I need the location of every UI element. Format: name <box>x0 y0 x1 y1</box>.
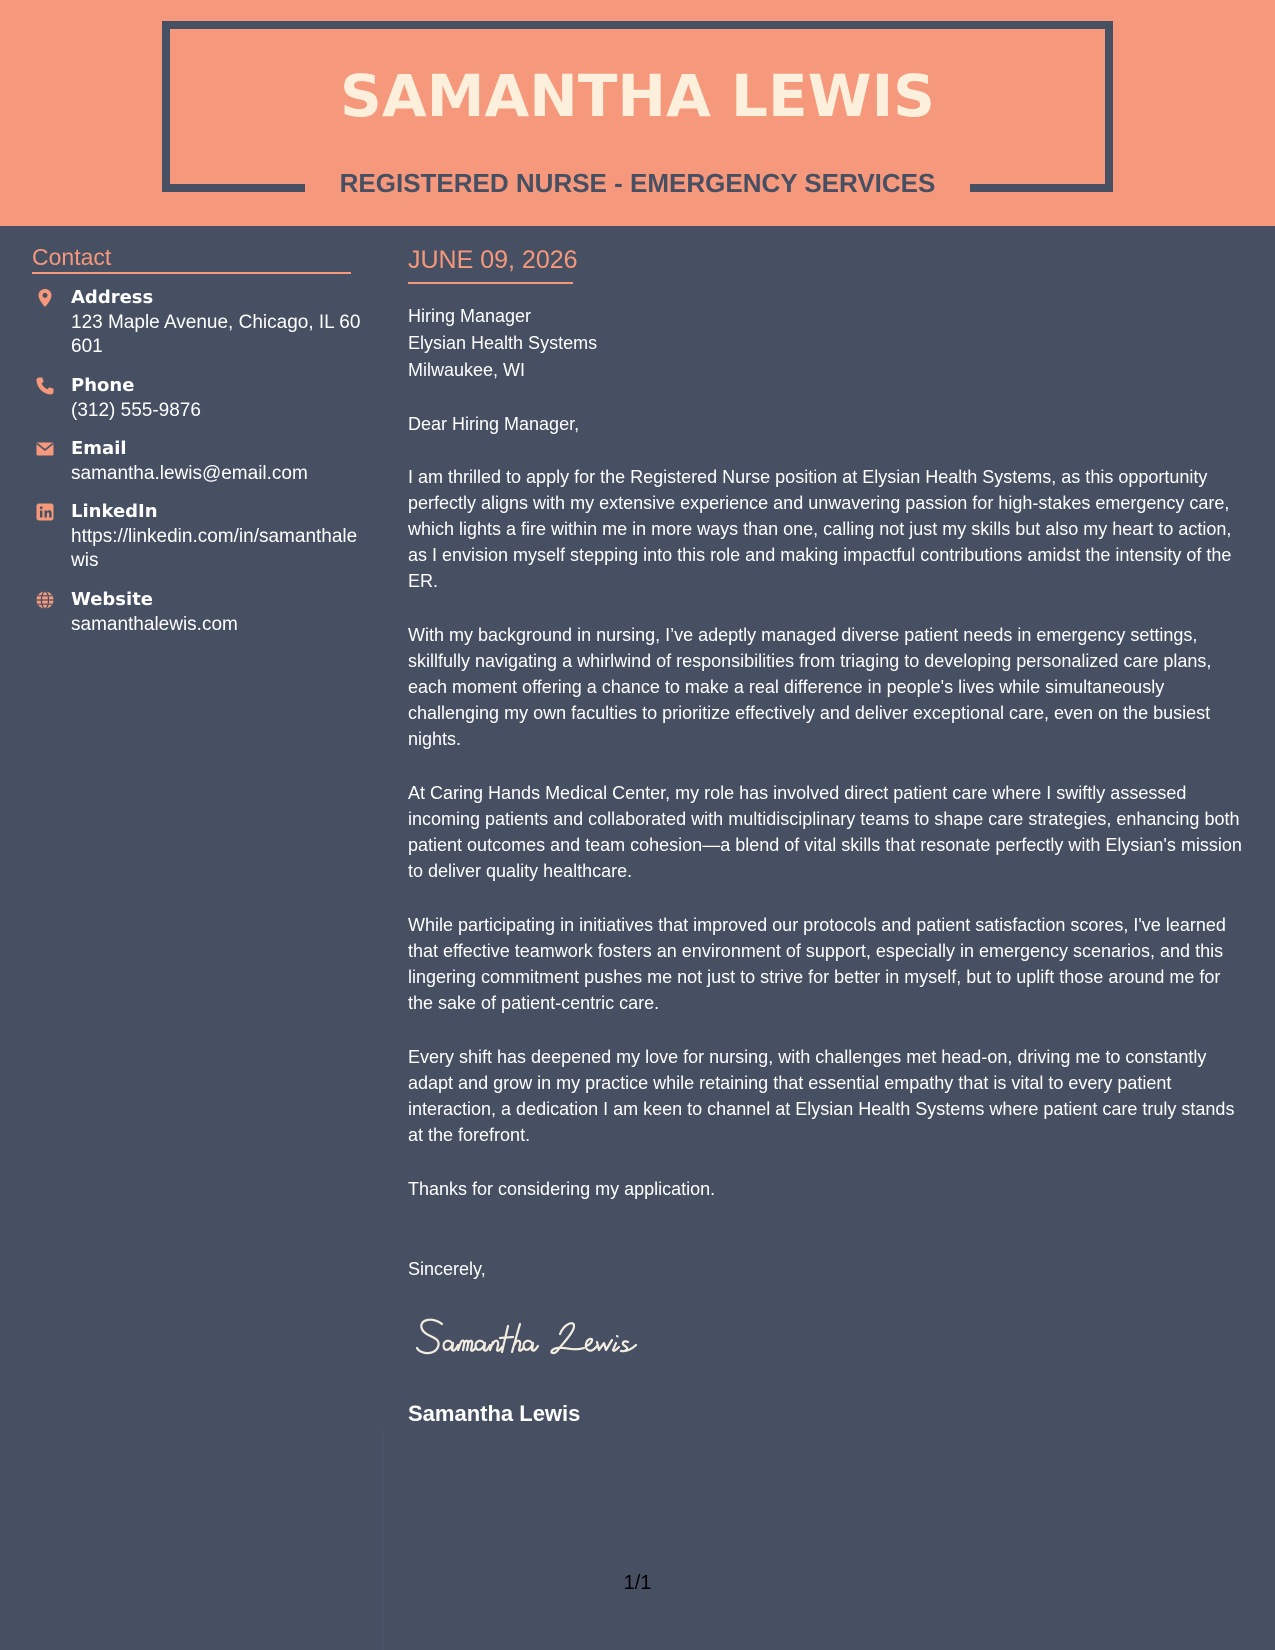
contact-heading-rule <box>32 272 351 274</box>
signer-name: Samantha Lewis <box>408 1401 581 1426</box>
column-divider <box>382 1430 383 1650</box>
email-value[interactable]: samantha.lewis@email.com <box>71 463 308 484</box>
recipient-line: Milwaukee, WI <box>408 360 526 380</box>
phone-value: (312) 555-9876 <box>71 400 201 421</box>
applicant-name: SAMANTHA LEWIS <box>340 62 935 130</box>
header-frame-left <box>162 21 170 192</box>
handwritten-signature <box>414 1312 674 1364</box>
website-label: Website <box>71 589 154 610</box>
body-paragraph: With my background in nursing, I’ve adeptly managed diverse patient needs in emergency settings, skillfully navigating a whirlwind of responsibilities from triaging to developing personalized care plans, each moment offering a chance to make a real difference in people's lives while simultaneously challenging my own faculties to prioritize effectively and deliver exceptional care, even on the busiest nights. <box>408 625 1212 749</box>
letter-date: JUNE 09, 2026 <box>408 246 578 274</box>
email-label: Email <box>71 438 127 459</box>
contact-heading: Contact <box>32 244 112 270</box>
body-paragraph: Every shift has deepened my love for nursing, with challenges met head-on, driving me to constantly adapt and grow in my practice while retaining that essential empathy that is vital to every patient interaction, a dedication I am keen to channel at Elysian Health Systems where patient care truly stands at the forefront. <box>408 1047 1235 1145</box>
signoff: Sincerely, <box>408 1259 486 1279</box>
recipient-line: Elysian Health Systems <box>408 333 598 353</box>
map-pin-icon <box>35 288 55 308</box>
phone-icon <box>35 376 55 396</box>
salutation: Dear Hiring Manager, <box>408 414 580 434</box>
body-paragraph: I am thrilled to apply for the Registered Nurse position at Elysian Health Systems, as this opportunity perfectly aligns with my extensive experience and unwavering passion for high-stakes emergency care, which lights a fire within me in more ways than one, calling not just my skills but also my heart to action, as I envision myself stepping into this role and making impactful contributions amidst the intensity of the ER. <box>408 467 1232 591</box>
recipient-block <box>408 303 1248 384</box>
linkedin-value[interactable]: https://linkedin.com/in/samanthalewis <box>71 526 358 571</box>
address-label: Address <box>71 287 154 308</box>
body-paragraph: While participating in initiatives that improved our protocols and patient satisfaction scores, I've learned that effective teamwork fosters an environment of support, especially in emergency scenarios, and this lingering commitment pushes me not just to strive for better in myself, but to uplift those around me for the sake of patient-centric care. <box>408 915 1226 1013</box>
phone-label: Phone <box>71 375 135 396</box>
website-value[interactable]: samanthalewis.com <box>71 614 238 635</box>
linkedin-icon <box>35 502 55 522</box>
recipient-line: Hiring Manager <box>408 306 532 326</box>
header-frame-bottom-right <box>970 184 1113 192</box>
globe-icon <box>35 590 55 610</box>
job-title: REGISTERED NURSE - EMERGENCY SERVICES <box>339 168 936 198</box>
page-number: 1/1 <box>623 1572 652 1594</box>
header-frame-right <box>1105 21 1113 192</box>
address-value: 123 Maple Avenue, Chicago, IL 60601 <box>71 312 361 357</box>
header-frame-top <box>162 21 1113 29</box>
header-banner <box>0 0 1275 226</box>
linkedin-label: LinkedIn <box>71 501 158 522</box>
date-rule <box>408 282 573 284</box>
body-paragraph: At Caring Hands Medical Center, my role has involved direct patient care where I swiftly assessed incoming patients and collaborated with multidisciplinary teams to shape care strategies, enhancing both patient outcomes and team cohesion—a blend of vital skills that resonate perfectly with Elysian's mission to deliver quality healthcare. <box>408 783 1242 881</box>
closing-note: Thanks for considering my application. <box>408 1179 716 1199</box>
header-frame-bottom-left <box>162 184 305 192</box>
envelope-icon <box>35 439 55 459</box>
